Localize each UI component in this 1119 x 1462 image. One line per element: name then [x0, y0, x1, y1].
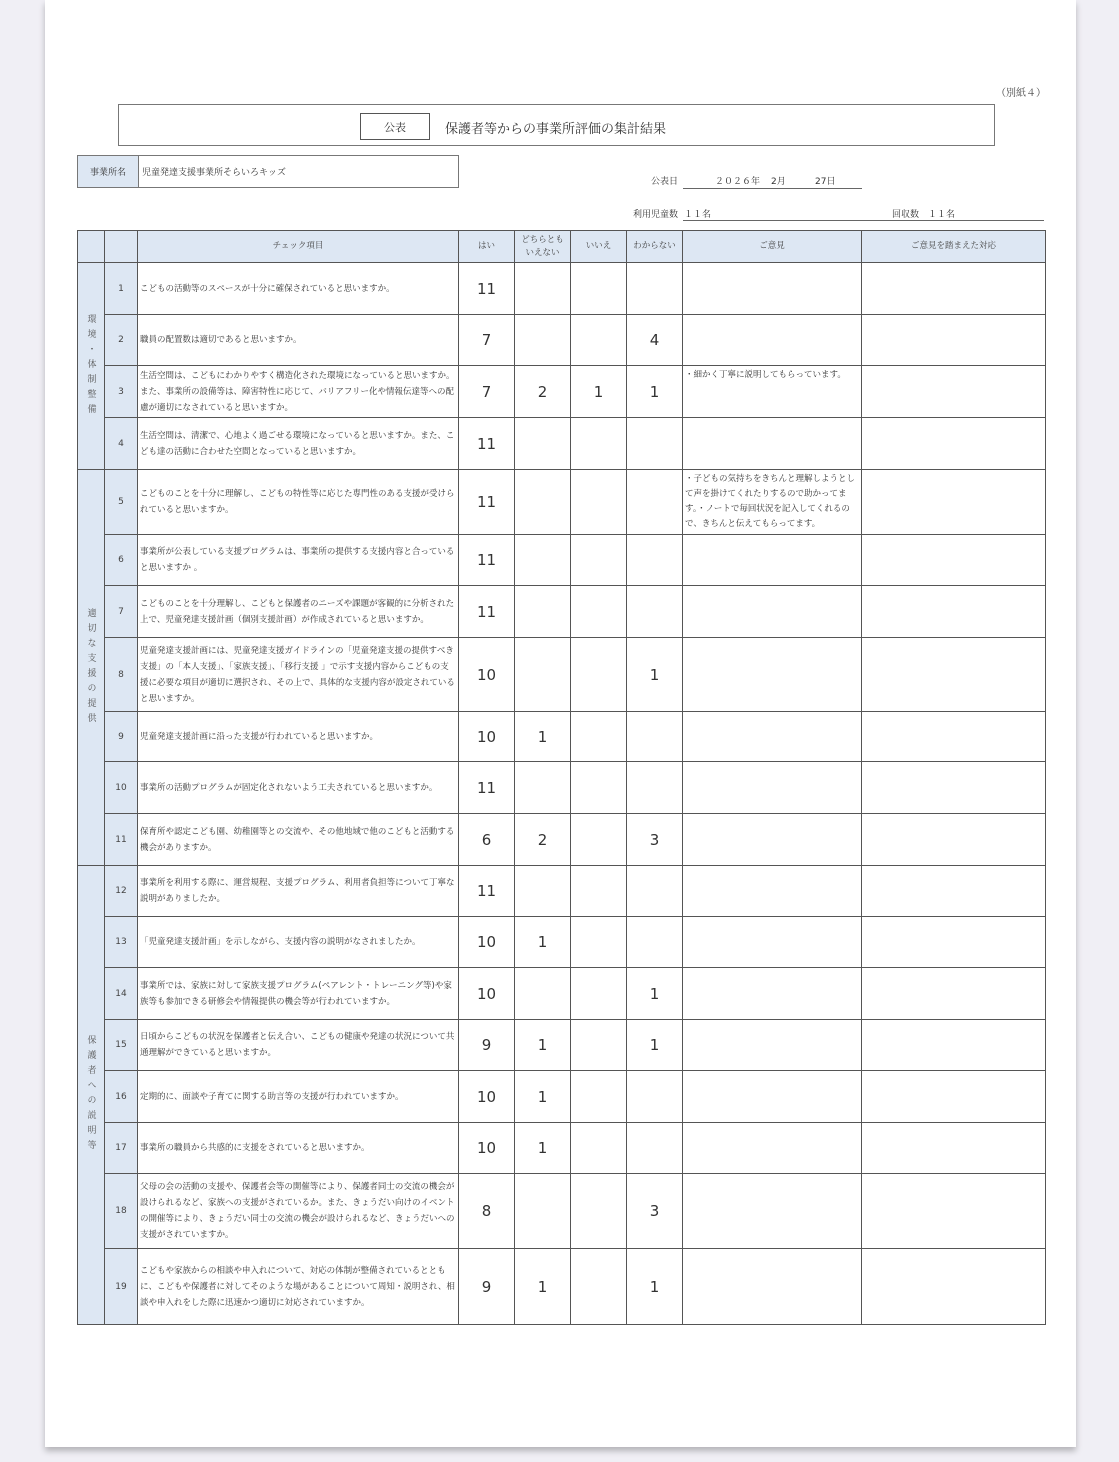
table-row [78, 470, 1046, 535]
response-text [862, 1071, 1046, 1123]
answer-neither [515, 638, 571, 712]
question-text: こどもや家族からの相談や申入れについて、対応の体制が整備されているとともに、こどもや保護者に対してそのような場があることについて周知・説明され、相談や申入れをした際に迅速かつ適切に対応されていますか。 [138, 1249, 459, 1325]
question-text: 事業所を利用する際に、運営規程、支援プログラム、利用者負担等について丁寧な説明がありましたか。 [138, 866, 459, 917]
response-text [862, 586, 1046, 638]
answer-yes: 10 [459, 1123, 515, 1174]
table-row [78, 814, 1046, 866]
answer-yes: 11 [459, 866, 515, 917]
row-number: 11 [105, 814, 138, 866]
answer-unknown [627, 1071, 683, 1123]
opinion-text [683, 535, 862, 586]
question-text: こどものことを十分に理解し、こどもの特性等に応じた専門性のある支援が受けられていると思いますか。 [138, 470, 459, 535]
response-text [862, 315, 1046, 366]
row-number: 18 [105, 1174, 138, 1249]
response-text [862, 470, 1046, 535]
answer-yes: 10 [459, 712, 515, 762]
response-text [862, 263, 1046, 315]
annex-label: （別紙４） [996, 88, 1046, 99]
opinion-text: ・子どもの気持ちをきちんと理解しようとして声を掛けてくれたりするので助かってます。・ノートで毎回状況を記入してくれるので、きちんと伝えてもらってます。 [683, 470, 862, 535]
answer-yes: 10 [459, 1071, 515, 1123]
header-unknown: わからない [627, 231, 683, 263]
question-text: 事業所が公表している支援プログラムは、事業所の提供する支援内容と合っていると思いますか 。 [138, 535, 459, 586]
answer-neither [515, 315, 571, 366]
answer-unknown: 3 [627, 1174, 683, 1249]
row-number: 19 [105, 1249, 138, 1325]
question-text: 児童発達支援計画には、児童発達支援ガイドラインの「児童発達支援の提供すべき支援」の「本人支援」、「家族支援」、「移行支援 」で示す支援内容からこどもの支援に必要な項目が適切に選択され、その上で、具体的な支援内容が設定されていると思いますか。 [138, 638, 459, 712]
answer-no [571, 866, 627, 917]
page-title: 保護者等からの事業所評価の集計結果 [445, 122, 667, 137]
answer-unknown [627, 535, 683, 586]
answer-neither [515, 263, 571, 315]
answer-neither [515, 762, 571, 814]
response-text [862, 366, 1046, 418]
row-number: 6 [105, 535, 138, 586]
header-response: ご意見を踏まえた対応 [862, 231, 1046, 263]
category-label: 環境・体制整備 [78, 263, 105, 470]
table-header-row [78, 231, 1046, 263]
opinion-text [683, 638, 862, 712]
table-row [78, 366, 1046, 418]
answer-neither: 2 [515, 366, 571, 418]
opinion-text [683, 866, 862, 917]
answer-yes: 11 [459, 263, 515, 315]
opinion-text [683, 1123, 862, 1174]
answer-no [571, 315, 627, 366]
answer-no [571, 263, 627, 315]
opinion-text [683, 712, 862, 762]
response-text [862, 917, 1046, 968]
answer-neither [515, 418, 571, 470]
survey-results-table [77, 230, 1046, 1325]
answer-neither [515, 586, 571, 638]
answer-unknown [627, 712, 683, 762]
answer-yes: 7 [459, 366, 515, 418]
table-row [78, 263, 1046, 315]
answer-unknown: 1 [627, 366, 683, 418]
answer-yes: 11 [459, 535, 515, 586]
answer-yes: 11 [459, 418, 515, 470]
question-text: 事業所の活動プログラムが固定化されないよう工夫されていると思いますか。 [138, 762, 459, 814]
question-text: こどものことを十分理解し、こどもと保護者のニーズや課題が客観的に分析された上で、児童発達支援計画（個別支援計画）が作成されていると思いますか。 [138, 586, 459, 638]
office-label: 事業所名 [78, 156, 139, 187]
publish-date-label: 公表日 [651, 177, 679, 187]
row-number: 1 [105, 263, 138, 315]
answer-neither: 1 [515, 917, 571, 968]
table-row [78, 1071, 1046, 1123]
answer-no [571, 1071, 627, 1123]
publish-date-year: ２０２６年 [715, 177, 761, 187]
row-number: 16 [105, 1071, 138, 1123]
header-yes: はい [459, 231, 515, 263]
opinion-text [683, 263, 862, 315]
answer-unknown [627, 263, 683, 315]
header-neither: どちらとも いえない [515, 231, 571, 263]
answer-unknown [627, 1123, 683, 1174]
table-row [78, 1174, 1046, 1249]
table-row [78, 638, 1046, 712]
answer-no [571, 638, 627, 712]
publish-date-day: 27日 [815, 177, 836, 187]
answer-unknown [627, 586, 683, 638]
publish-date [683, 174, 862, 189]
answer-unknown: 1 [627, 638, 683, 712]
answer-no [571, 1123, 627, 1174]
responses-count-label: 回収数 [892, 210, 920, 220]
table-row [78, 1020, 1046, 1071]
row-number: 2 [105, 315, 138, 366]
category-label: 適切な支援の提供 [78, 470, 105, 866]
table-row [78, 535, 1046, 586]
response-text [862, 535, 1046, 586]
row-number: 17 [105, 1123, 138, 1174]
table-row [78, 968, 1046, 1020]
answer-yes: 9 [459, 1020, 515, 1071]
answer-unknown [627, 762, 683, 814]
table-row [78, 762, 1046, 814]
response-text [862, 1174, 1046, 1249]
table-row [78, 586, 1046, 638]
document-page [45, 0, 1076, 1447]
table-row [78, 1249, 1046, 1325]
opinion-text [683, 762, 862, 814]
answer-no: 1 [571, 366, 627, 418]
question-text: 保育所や認定こども園、幼稚園等との交流や、その他地域で他のこどもと活動する機会がありますか。 [138, 814, 459, 866]
response-text [862, 638, 1046, 712]
answer-neither: 1 [515, 712, 571, 762]
row-number: 4 [105, 418, 138, 470]
answer-yes: 9 [459, 1249, 515, 1325]
row-number: 13 [105, 917, 138, 968]
question-text: 生活空間は、こどもにわかりやすく構造化された環境になっていると思いますか。また、事業所の設備等は、障害特性に応じて、バリアフリー化や情報伝達等への配慮が適切になされていると思いますか。 [138, 366, 459, 418]
opinion-text [683, 1174, 862, 1249]
answer-yes: 11 [459, 586, 515, 638]
answer-unknown: 1 [627, 1249, 683, 1325]
opinion-text [683, 418, 862, 470]
answer-unknown [627, 470, 683, 535]
answer-yes: 10 [459, 638, 515, 712]
response-text [862, 866, 1046, 917]
answer-unknown [627, 866, 683, 917]
answer-neither [515, 535, 571, 586]
header-number [105, 231, 138, 263]
answer-yes: 11 [459, 762, 515, 814]
question-text: 生活空間は、清潔で、心地よく過ごせる環境になっていると思いますか。また、こども達の活動に合わせた空間となっていると思いますか。 [138, 418, 459, 470]
answer-no [571, 762, 627, 814]
answer-yes: 7 [459, 315, 515, 366]
answer-unknown: 4 [627, 315, 683, 366]
answer-yes: 11 [459, 470, 515, 535]
answer-no [571, 535, 627, 586]
answer-neither [515, 470, 571, 535]
answer-neither: 1 [515, 1249, 571, 1325]
answer-yes: 10 [459, 917, 515, 968]
response-text [862, 712, 1046, 762]
answer-no [571, 418, 627, 470]
opinion-text [683, 814, 862, 866]
opinion-text [683, 1071, 862, 1123]
users-count-value: １１名 [684, 210, 712, 220]
answer-unknown: 1 [627, 968, 683, 1020]
responses-count-value: １１名 [928, 210, 956, 220]
table-row [78, 418, 1046, 470]
answer-no [571, 712, 627, 762]
response-text [862, 1123, 1046, 1174]
answer-no [571, 470, 627, 535]
row-number: 5 [105, 470, 138, 535]
office-name: 児童発達支援事業所そらいろキッズ [142, 168, 286, 178]
row-number: 8 [105, 638, 138, 712]
opinion-text [683, 1249, 862, 1325]
row-number: 3 [105, 366, 138, 418]
answer-unknown: 3 [627, 814, 683, 866]
answer-unknown: 1 [627, 1020, 683, 1071]
category-label: 保護者への説明等 [78, 866, 105, 1325]
opinion-text [683, 315, 862, 366]
counts-underline [683, 220, 1044, 221]
response-text [862, 418, 1046, 470]
header-check-item: チェック項目 [138, 231, 459, 263]
response-text [862, 968, 1046, 1020]
answer-yes: 8 [459, 1174, 515, 1249]
table-row [78, 1123, 1046, 1174]
opinion-text [683, 586, 862, 638]
opinion-text [683, 1020, 862, 1071]
table-row [78, 712, 1046, 762]
answer-yes: 10 [459, 968, 515, 1020]
question-text: 「児童発達支援計画」を示しながら、支援内容の説明がなされましたか。 [138, 917, 459, 968]
question-text: 事業所の職員から共感的に支援をされていると思いますか。 [138, 1123, 459, 1174]
answer-no [571, 1249, 627, 1325]
table-body [78, 263, 1046, 1325]
question-text: 児童発達支援計画に沿った支援が行われていると思いますか。 [138, 712, 459, 762]
row-number: 10 [105, 762, 138, 814]
answer-neither: 2 [515, 814, 571, 866]
question-text: 日頃からこどもの状況を保護者と伝え合い、こどもの健康や発達の状況について共通理解ができていると思いますか。 [138, 1020, 459, 1071]
answer-neither [515, 1174, 571, 1249]
office-name-box [77, 155, 459, 188]
answer-no [571, 586, 627, 638]
answer-no [571, 1174, 627, 1249]
response-text [862, 1249, 1046, 1325]
users-count-label: 利用児童数 [633, 210, 679, 220]
row-number: 9 [105, 712, 138, 762]
answer-neither: 1 [515, 1020, 571, 1071]
row-number: 15 [105, 1020, 138, 1071]
header-category [78, 231, 105, 263]
answer-neither [515, 866, 571, 917]
row-number: 12 [105, 866, 138, 917]
question-text: 職員の配置数は適切であると思いますか。 [138, 315, 459, 366]
opinion-text [683, 968, 862, 1020]
response-text [862, 814, 1046, 866]
table-row [78, 315, 1046, 366]
question-text: 事業所では、家族に対して家族支援プログラム(ペアレント・トレーニング等)や家族等も参加できる研修会や情報提供の機会等が行われていますか。 [138, 968, 459, 1020]
answer-no [571, 968, 627, 1020]
table-row [78, 917, 1046, 968]
answer-yes: 6 [459, 814, 515, 866]
answer-neither: 1 [515, 1071, 571, 1123]
answer-no [571, 917, 627, 968]
answer-neither: 1 [515, 1123, 571, 1174]
row-number: 7 [105, 586, 138, 638]
response-text [862, 762, 1046, 814]
question-text: こどもの活動等のスペースが十分に確保されていると思いますか。 [138, 263, 459, 315]
publish-tag: 公表 [360, 113, 430, 140]
publish-date-month: 2月 [771, 177, 786, 187]
opinion-text [683, 917, 862, 968]
row-number: 14 [105, 968, 138, 1020]
opinion-text: ・細かく丁寧に説明してもらっています。 [683, 366, 862, 418]
answer-no [571, 814, 627, 866]
header-no: いいえ [571, 231, 627, 263]
table-row [78, 866, 1046, 917]
answer-no [571, 1020, 627, 1071]
question-text: 父母の会の活動の支援や、保護者会等の開催等により、保護者同士の交流の機会が設けられるなど、家族への支援がされているか。また、きょうだい向けのイベントの開催等により、きょうだい同士の交流の機会が設けられるなど、きょうだいへの支援がされていますか。 [138, 1174, 459, 1249]
header-opinion: ご意見 [683, 231, 862, 263]
response-text [862, 1020, 1046, 1071]
answer-unknown [627, 418, 683, 470]
question-text: 定期的に、面談や子育てに関する助言等の支援が行われていますか。 [138, 1071, 459, 1123]
answer-unknown [627, 917, 683, 968]
answer-neither [515, 968, 571, 1020]
